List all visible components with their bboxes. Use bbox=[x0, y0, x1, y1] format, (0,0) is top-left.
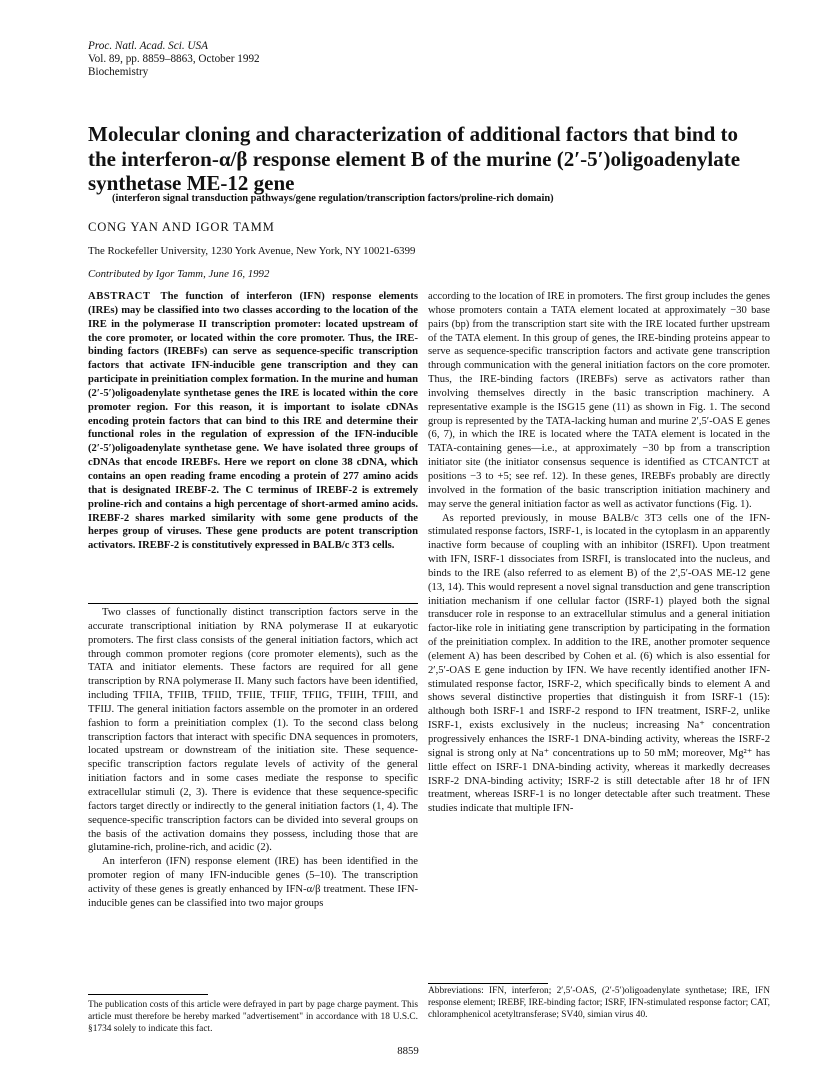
abbreviations-divider bbox=[428, 983, 548, 984]
section-name: Biochemistry bbox=[88, 65, 149, 78]
page-number: 8859 bbox=[397, 1045, 419, 1057]
body-paragraph: An interferon (IFN) response element (IRE) has been identified in the promoter region of many IFN-inducible genes (5–10). The transcription activity of these genes is greatly enhanced by IFN-α/β treatment. These IFN-inducible genes can be classified into two major groups bbox=[88, 856, 418, 909]
article-title: Molecular cloning and characterization of additional factors that bind to the interferon-α/β response element B of the murine (2′-5′)oligoadenylate synthetase ME-12 gene bbox=[88, 122, 741, 195]
authors: CONG YAN AND IGOR TAMM bbox=[88, 220, 275, 234]
footnote-divider bbox=[88, 994, 208, 995]
body-column-left bbox=[88, 606, 418, 978]
abstract-divider bbox=[88, 603, 418, 604]
abstract-text: The function of interferon (IFN) response elements (IREs) may be classified into two classes according to the location of the IRE in the polymerase II transcription promoter: located upstream of the core promoter, or located within the core promoter. Thus, the IRE-binding factors (IREBFs) can serve as sequence-specific transcription factors that activate IFN-inducible gene transcription and they can participate in preinitiation complex formation. In the murine and human (2′-5′)oligoadenylate synthetase genes the IRE is located within the core promoter region. For this reason, it is important to isolate cDNAs encoding protein factors that can bind to this IRE and determine their functional roles in the regulation of expression of the IFN-inducible (2′-5′)oligoadenylate synthetase gene. We have isolated three groups of cDNAs that encode IREBFs. Here we report on clone 38 cDNA, which contains an open reading frame encoding a protein of 277 amino acids that is designated IREBF-2. The C terminus of IREBF-2 is extremely proline-rich and contains a high percentage of short-armed amino acids. IREBF-2 shares marked similarity with some gene products of the herpes group of viruses. These gene products are potent transcription activators. IREBF-2 is constitutively expressed in BALB/c 3T3 cells. bbox=[88, 291, 418, 552]
publication-cost-footnote: The publication costs of this article were defrayed in part by page charge payment. This article must therefore be hereby marked "advertisement" in accordance with 18 U.S.C. §1734 solely to indicate this fact. bbox=[88, 1000, 418, 1034]
journal-header bbox=[88, 40, 260, 78]
journal-name: Proc. Natl. Acad. Sci. USA bbox=[88, 40, 208, 52]
abstract bbox=[88, 290, 418, 602]
body-paragraph: As reported previously, in mouse BALB/c 3T3 cells one of the IFN-stimulated response factors, ISRF-1, is located in the cytoplasm in an apparently inactive form because of coupling with an inhibitor (ISRFI). Upon treatment with IFN, ISRF-1 dissociates from ISRFI, is translocated into the nucleus, and binds to the IRE (also referred to as element B) of the 2′,5′-OAS ME-12 gene (13, 14). This would represent a novel signal transduction and gene transcription initiation mechanism if one cellular factor (ISRF-1) played both the signal transducer role in response to an extracellular stimulus and a general initiation factor-like role in initiating gene transcription by participating in the formation of the preinitiation complex. In addition to the IRE, another promoter sequence (element A) has been described by Cohen et al. (6) which is also essential for 2′,5′-OAS E gene induction by IFN. We have recently identified another IFN-stimulated response factor, ISRF-2, which specifically binds to element A and shows several distinctive properties that distinguish it from ISRF-1 (15): although both ISRF-1 and ISRF-2 respond to IFN treatment, ISRF-2, unlike ISRF-1, exists exclusively in the nucleus; increasing Na⁺ concentration progressively enhances the ISRF-1 DNA-binding activity, whereas the ISRF-2 signal is strong only at Na⁺ concentrations up to 50 mM; moreover, Mg²⁺ has little effect on ISRF-1 DNA-binding activity, whereas it markedly decreases ISRF-2 DNA-binding activity; ISRF-2 is still detectable after 18 hr of IFN treatment, whereas ISRF-1 is no longer detectable after such treatment. These studies indicate that multiple IFN- bbox=[428, 512, 770, 815]
volume-line: Vol. 89, pp. 8859–8863, October 1992 bbox=[88, 52, 260, 65]
keywords: (interferon signal transduction pathways/gene regulation/transcription factors/proline-rich domain) bbox=[112, 193, 554, 204]
abstract-label: ABSTRACT bbox=[88, 291, 151, 302]
body-column-right bbox=[428, 290, 770, 980]
body-paragraph: Two classes of functionally distinct transcription factors serve in the accurate transcriptional initiation by RNA polymerase II at eukaryotic promoters. The first class consists of the general initiation factors, which act through common promoter regions (core promoter elements), such as the TATA and initiator elements. These factors are required for all gene transcription by RNA polymerase II. Many such factors have been identified, including TFIIA, TFIIB, TFIID, TFIIE, TFIIF, TFIIG, TFIIH, TFIII, and TFIIJ. The general initiation factors assemble on the promoter in an ordered fashion to form a preinitiation complex (1). To the second class belong transcription factors that interact with specific DNA sequences in promoters, located upstream or downstream of the initiation site. These sequence-specific transcription factors regulate levels of activity of the general initiation factors and in some cases mediate the response to specific extracellular stimuli (2, 3). There is evidence that these sequence-specific factors target directly or indirectly to the general initiation factors (1, 4). The sequence-specific transcription factors can be divided into several groups on the basis of the activation domains they possess, including those that are glutamine-rich, proline-rich, and acidic (2). bbox=[88, 607, 418, 854]
abbreviations-footnote: Abbreviations: IFN, interferon; 2′,5′-OAS, (2′-5′)oligoadenylate synthetase; IRE, IFN response element; IREBF, IRE-binding factor; ISRF, IFN-stimulated response factor; CAT, chloramphenicol acetyltransferase; SV40, simian virus 40. bbox=[428, 986, 770, 1020]
affiliation: The Rockefeller University, 1230 York Avenue, New York, NY 10021-6399 bbox=[88, 245, 416, 257]
body-paragraph: according to the location of IRE in promoters. The first group includes the genes whose promoters contain a TATA element located at approximately −30 base pairs (bp) from the transcription start site with the IRE located further upstream of the TATA element. In this group of genes, the IRE-binding proteins appear to serve as sequence-specific transcription factors and activate gene transcription through communication with the general initiation factors on the core promoter. Thus, the IRE-binding factors (IREBFs) serve as activators rather than involving themselves directly in the basic transcription machinery. A representative example is the ISG15 gene (11) as shown in Fig. 1. The second group is represented by the TATA-lacking human and murine 2′,5′-OAS E genes (6, 7), in which the IRE is located where the TATA element is located in the TATA-containing genes—i.e., at approximately −30 bp from a transcription initiator site (the initiator consensus sequence is identified as CTCANTCT at positions −3 to +5; see ref. 12). In these genes, IREBFs probably are directly involved in the formation of the basic transcription initiation machinery and may serve the general initiation factor as well as activator functions (Fig. 1). bbox=[428, 291, 770, 510]
contributed-line: Contributed by Igor Tamm, June 16, 1992 bbox=[88, 268, 270, 280]
